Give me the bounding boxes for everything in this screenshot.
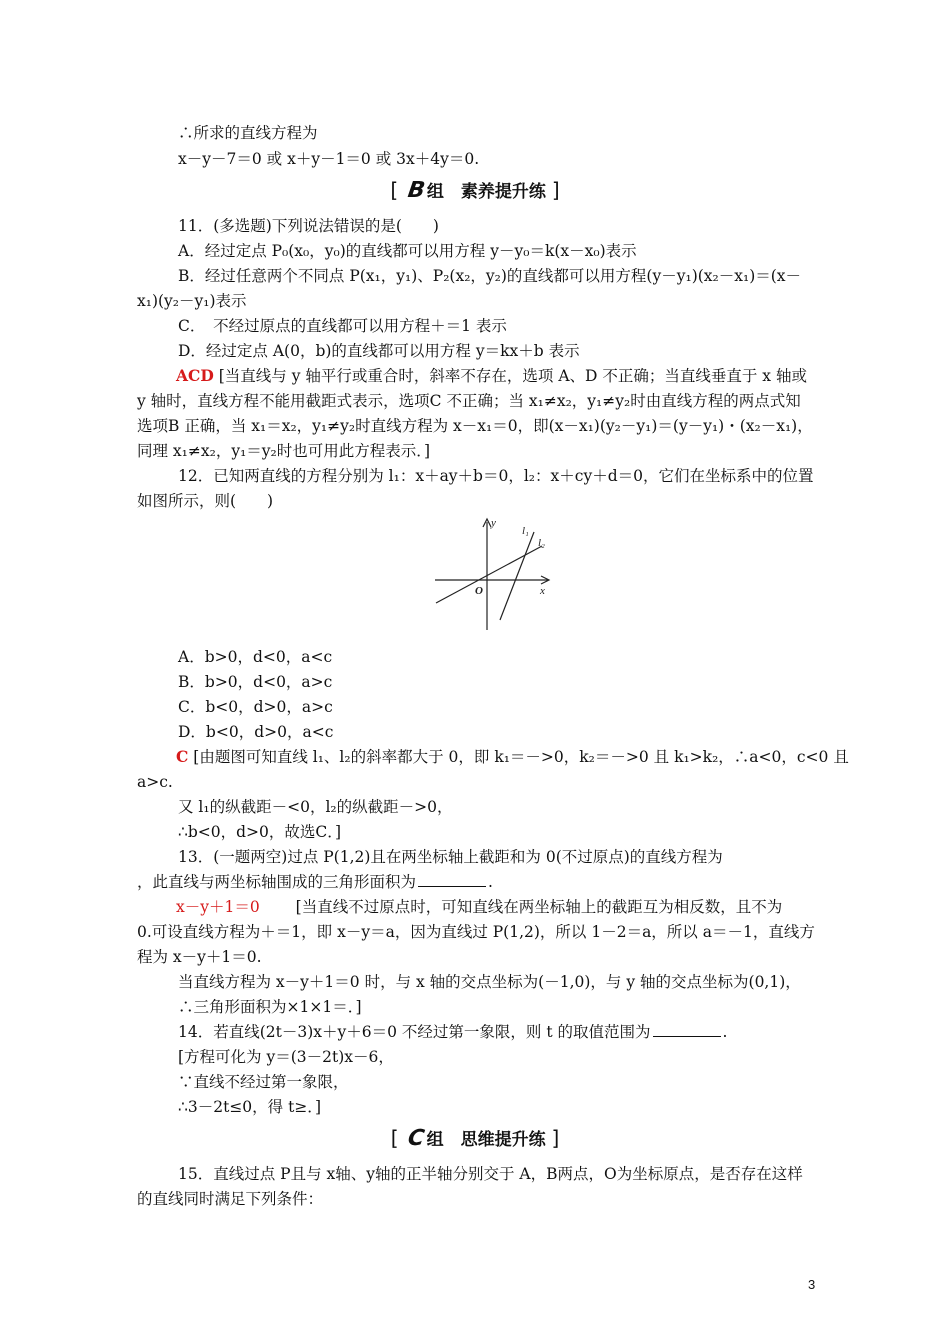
text-line: D．b<0，d>0，a<c <box>178 723 334 741</box>
line-l1 <box>500 532 534 620</box>
text-line: ∴b<0，d>0，故选C．] <box>178 823 342 841</box>
q11-answer-line <box>176 364 807 388</box>
section-c-open-bracket: [ <box>390 1126 399 1150</box>
text-line: ∴所求的直线方程为 <box>178 124 318 142</box>
text-line: A．b>0，d<0，a<c <box>178 648 333 666</box>
section-b-close-bracket: ] <box>551 178 560 202</box>
y-axis-label: y <box>491 517 496 529</box>
q12-answer-key: C <box>176 747 189 766</box>
text-line: D．经过定点 A(0，b)的直线都可以用方程 y＝kx＋b 表示 <box>178 342 580 360</box>
q13-answer-line <box>176 895 782 919</box>
text-line: 同理 x₁≠x₂，y₁＝y₂时也可用此方程表示．] <box>137 442 431 460</box>
text-line: 11．(多选题)下列说法错误的是( ) <box>178 217 439 235</box>
q11-explanation: [当直线与 y 轴平行或重合时，斜率不存在，选项 A、D 不正确；当直线垂直于 x 轴或 <box>218 367 807 385</box>
x-axis-label: x <box>540 585 545 597</box>
section-c-close-bracket: ] <box>551 1126 560 1150</box>
text-line: C． 不经过原点的直线都可以用方程＋＝1 表示 <box>178 317 507 335</box>
section-header-c <box>0 1125 950 1153</box>
text-line: x－y－7＝0 或 x＋y－1＝0 或 3x＋4y＝0. <box>178 150 480 168</box>
text-line: 13．(一题两空)过点 P(1,2)且在两坐标轴上截距和为 0(不过原点)的直线方程为 <box>178 848 723 866</box>
section-b-letter: B <box>406 178 427 203</box>
l1-label: l₁ <box>522 525 529 537</box>
q11-answer-key: ACD <box>176 366 214 385</box>
text-line: 0.可设直线方程为＋＝1，即 x－y＝a，因为直线过 P(1,2)，所以 1－2＝a，所以 a＝－1，直线方 <box>137 923 815 941</box>
text-line: B．b>0，d<0，a>c <box>178 673 333 691</box>
line-l2 <box>436 546 542 603</box>
text-line: 程为 x－y＋1＝0. <box>137 948 262 966</box>
section-c-letter: C <box>406 1126 427 1151</box>
q14-period: . <box>722 1023 728 1041</box>
q13-answer-key: x－y＋1＝0 <box>176 898 260 916</box>
text-line: [方程可化为 y＝(3－2t)x－6， <box>178 1048 394 1066</box>
text-line: A．经过定点 P₀(x₀，y₀)的直线都可以用方程 y－y₀＝k(x－x₀)表示 <box>178 242 637 260</box>
q13-continuation <box>137 870 493 894</box>
q13-blank <box>418 870 486 887</box>
origin-label: O <box>475 585 483 597</box>
text-line: B．经过任意两个不同点 P(x₁，y₁)、P₂(x₂，y₂)的直线都可以用方程(y－y₁)(x₂－x₁)＝(x－ <box>178 267 802 285</box>
text-line: 当直线方程为 x－y＋1＝0 时，与 x 轴的交点坐标为(－1,0)，与 y 轴的交点坐标为(0,1)， <box>178 973 801 991</box>
section-b-title: 组 素养提升练 <box>426 182 546 202</box>
text-line: 12．已知两直线的方程分别为 l₁：x＋ay＋b＝0，l₂：x＋cy＋d＝0，它们在坐标系中的位置 <box>178 467 814 485</box>
text-line: x₁)(y₂－y₁)表示 <box>137 292 247 310</box>
text-line: ∴3－2t≤0，得 t≥．] <box>178 1098 322 1116</box>
section-b-open-bracket: [ <box>390 178 399 202</box>
text-line: ∵直线不经过第一象限， <box>178 1073 349 1091</box>
text-line: 如图所示，则( ) <box>137 492 274 510</box>
page-number: 3 <box>808 1277 816 1292</box>
text-line: 选项B 正确，当 x₁＝x₂，y₁≠y₂时直线方程为 x－x₁＝0，即(x－x₁)(y₂－y₁)＝(y－y₁)・(x₂－x₁)， <box>137 417 813 435</box>
q12-explanation: [由题图可知直线 l₁、l₂的斜率都大于 0，即 k₁＝－>0，k₂＝－>0 且 k₁>k₂，∴a<0，c<0 且 <box>193 748 849 766</box>
text-line: 的直线同时满足下列条件： <box>137 1190 324 1208</box>
text-line: ∴三角形面积为×1×1＝．] <box>178 998 362 1016</box>
text-line: 15．直线过点 P且与 x轴、y轴的正半轴分别交于 A，B两点，O为坐标原点，是否存在这样 <box>178 1165 803 1183</box>
l2-label: l₂ <box>538 537 545 549</box>
q13-explanation: [当直线不过原点时，可知直线在两坐标轴上的截距互为相反数，且不为 <box>295 898 783 916</box>
text-line: y 轴时，直线方程不能用截距式表示，选项C 不正确；当 x₁≠x₂，y₁≠y₂时由直线方程的两点式知 <box>137 392 801 410</box>
text-line: C．b<0，d>0，a>c <box>178 698 333 716</box>
q14-line <box>178 1020 727 1044</box>
two-lines-figure <box>430 512 560 637</box>
q13-tail-text: ，此直线与两坐标轴围成的三角形面积为 <box>137 873 417 891</box>
q14-blank <box>653 1020 721 1037</box>
text-line: a>c. <box>137 773 173 791</box>
section-header-b <box>0 177 950 205</box>
q13-period: . <box>488 873 493 891</box>
q12-answer-line <box>176 745 849 769</box>
section-c-title: 组 思维提升练 <box>426 1130 546 1150</box>
text-line: 又 l₁的纵截距－<0，l₂的纵截距－>0， <box>178 798 453 816</box>
q14-text: 14．若直线(2t－3)x＋y＋6＝0 不经过第一象限，则 t 的取值范围为 <box>178 1023 651 1041</box>
